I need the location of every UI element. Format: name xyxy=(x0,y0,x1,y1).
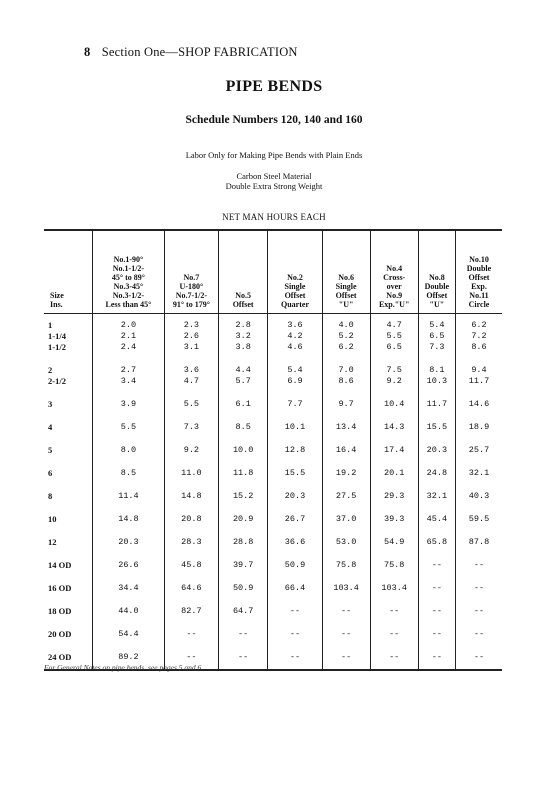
hours-cell: 53.0 xyxy=(322,537,370,560)
table-row xyxy=(44,514,502,537)
hours-cell: 7.3 xyxy=(418,342,455,365)
page-subtitle: Schedule Numbers 120, 140 and 160 xyxy=(185,114,363,126)
hours-cell: 28.3 xyxy=(164,537,218,560)
hours-cell: -- xyxy=(268,652,322,670)
labor-line: Labor Only for Making Pipe Bends with Plain Ends xyxy=(185,150,363,160)
hours-cell: 59.5 xyxy=(455,514,502,537)
hours-cell: -- xyxy=(322,629,370,652)
hours-cell: 8.0 xyxy=(92,445,164,468)
hours-cell: -- xyxy=(418,583,455,606)
hours-cell: 6.2 xyxy=(455,314,502,332)
hours-cell: 36.6 xyxy=(268,537,322,560)
column-header-line: No.9 xyxy=(386,291,403,300)
size-cell: 18 OD xyxy=(48,606,72,616)
hours-cell: 9.7 xyxy=(322,399,370,422)
hours-cell: 103.4 xyxy=(322,583,370,606)
column-header xyxy=(92,230,164,314)
size-cell: 2-1/2 xyxy=(48,376,66,386)
hours-cell: 8.6 xyxy=(455,342,502,365)
column-header-line: No.3-1/2- xyxy=(112,291,145,300)
column-header-line: No.11 xyxy=(469,291,489,300)
hours-cell: -- xyxy=(268,629,322,652)
size-cell: 10 xyxy=(48,514,57,524)
hours-cell: 103.4 xyxy=(370,583,418,606)
hours-cell: 2.6 xyxy=(164,331,218,342)
hours-cell: 3.6 xyxy=(164,365,218,376)
hours-cell: -- xyxy=(164,652,218,670)
column-header-line: Offset xyxy=(426,291,448,300)
hours-cell: 5.2 xyxy=(322,331,370,342)
hours-cell: 3.2 xyxy=(218,331,268,342)
hours-cell: 2.4 xyxy=(92,342,164,365)
column-header-line: No.7-1/2- xyxy=(175,291,208,300)
hours-cell: 40.3 xyxy=(455,491,502,514)
table-row xyxy=(44,314,502,332)
hours-cell: 12.8 xyxy=(268,445,322,468)
column-header xyxy=(418,230,455,314)
hours-cell: -- xyxy=(370,606,418,629)
hours-cell: 7.3 xyxy=(164,422,218,445)
hours-cell: 4.2 xyxy=(268,331,322,342)
size-cell: 24 OD xyxy=(44,652,92,670)
hours-cell: 4.6 xyxy=(268,342,322,365)
page-title: PIPE BENDS xyxy=(225,78,323,95)
hours-cell: 9.2 xyxy=(164,445,218,468)
hours-cell: -- xyxy=(322,652,370,670)
hours-cell: 39.3 xyxy=(370,514,418,537)
hours-cell: 20.1 xyxy=(370,468,418,491)
size-cell: 4 xyxy=(48,422,53,432)
hours-cell: 6.1 xyxy=(218,399,268,422)
hours-cell: 3.6 xyxy=(268,314,322,332)
hours-cell: 4.7 xyxy=(370,314,418,332)
size-cell: 3 xyxy=(48,399,53,409)
hours-cell: 5.5 xyxy=(370,331,418,342)
hours-cell: 75.8 xyxy=(322,560,370,583)
hours-cell: 32.1 xyxy=(418,491,455,514)
column-header-line: Less than 45° xyxy=(105,300,152,309)
column-header-line: Offset xyxy=(335,291,357,300)
column-header-line: Size xyxy=(50,291,64,300)
column-header-line: No.6 xyxy=(338,273,354,282)
hours-cell: 32.1 xyxy=(455,468,502,491)
hours-cell: -- xyxy=(455,583,502,606)
hours-cell: -- xyxy=(218,652,268,670)
material-line-1: Carbon Steel Material xyxy=(236,171,312,181)
footnote: For General Notes on pipe bends, see pages 5 and 6. xyxy=(44,663,204,672)
column-header xyxy=(218,230,268,314)
hours-cell: -- xyxy=(218,629,268,652)
hours-cell: 50.9 xyxy=(218,583,268,606)
hours-cell: 10.0 xyxy=(218,445,268,468)
hours-cell: 6.5 xyxy=(370,342,418,365)
hours-cell: 11.7 xyxy=(418,399,455,422)
hours-cell: 6.5 xyxy=(418,331,455,342)
hours-cell: 4.0 xyxy=(322,314,370,332)
column-header-line: Offset xyxy=(284,291,306,300)
material-line-2: Double Extra Strong Weight xyxy=(225,181,323,191)
hours-cell: 19.2 xyxy=(322,468,370,491)
table-row xyxy=(44,331,502,342)
size-cell: 12 xyxy=(48,537,57,547)
hours-cell: -- xyxy=(370,652,418,670)
hours-cell: 11.4 xyxy=(92,491,164,514)
table-row xyxy=(44,376,502,399)
hours-cell: 20.8 xyxy=(164,514,218,537)
hours-cell: 8.5 xyxy=(92,468,164,491)
hours-cell: 89.2 xyxy=(92,652,164,670)
hours-cell: -- xyxy=(455,560,502,583)
hours-cell: 82.7 xyxy=(164,606,218,629)
hours-cell: 66.4 xyxy=(268,583,322,606)
table-row xyxy=(44,342,502,365)
hours-cell: 28.8 xyxy=(218,537,268,560)
table-row xyxy=(44,537,502,560)
hours-cell: 11.7 xyxy=(455,376,502,399)
hours-cell: 5.7 xyxy=(218,376,268,399)
hours-cell: 3.4 xyxy=(92,376,164,399)
hours-cell: 87.8 xyxy=(455,537,502,560)
hours-cell: 26.6 xyxy=(92,560,164,583)
table-row xyxy=(44,583,502,606)
hours-cell: 3.1 xyxy=(164,342,218,365)
table-row xyxy=(44,422,502,445)
hours-cell: -- xyxy=(268,606,322,629)
hours-cell: 34.4 xyxy=(92,583,164,606)
table-row xyxy=(44,468,502,491)
hours-cell: -- xyxy=(418,560,455,583)
hours-cell: 11.8 xyxy=(218,468,268,491)
hours-cell: 4.4 xyxy=(218,365,268,376)
hours-cell: 4.7 xyxy=(164,376,218,399)
column-header xyxy=(370,230,418,314)
hours-cell: 20.9 xyxy=(218,514,268,537)
size-cell: 14 OD xyxy=(48,560,72,570)
hours-cell: 29.3 xyxy=(370,491,418,514)
column-header xyxy=(455,230,502,314)
hours-cell: 14.3 xyxy=(370,422,418,445)
table-row xyxy=(44,606,502,629)
hours-cell: 6.9 xyxy=(268,376,322,399)
hours-cell: 2.3 xyxy=(164,314,218,332)
hours-cell: 11.0 xyxy=(164,468,218,491)
hours-cell: 5.5 xyxy=(92,422,164,445)
column-header-line: No.4 xyxy=(386,264,403,273)
hours-cell: 64.6 xyxy=(164,583,218,606)
hours-cell: 24.8 xyxy=(418,468,455,491)
hours-cell: 6.2 xyxy=(322,342,370,365)
hours-cell: 9.4 xyxy=(455,365,502,376)
hours-cell: 27.5 xyxy=(322,491,370,514)
column-header-line: Quarter xyxy=(281,300,309,309)
section-title: Section One—SHOP FABRICATION xyxy=(101,45,298,59)
hours-cell: 5.4 xyxy=(268,365,322,376)
table-row xyxy=(44,629,502,652)
size-cell: 1-1/4 xyxy=(48,331,66,341)
hours-cell: 54.9 xyxy=(370,537,418,560)
hours-cell: 17.4 xyxy=(370,445,418,468)
hours-cell: 2.1 xyxy=(92,331,164,342)
hours-cell: -- xyxy=(370,629,418,652)
hours-cell: -- xyxy=(164,629,218,652)
column-header-line: Exp. xyxy=(471,282,487,291)
column-header-line: No.8 xyxy=(428,273,445,282)
column-header-line: Ins. xyxy=(50,300,63,309)
column-header-line: Single xyxy=(284,282,306,291)
hours-cell: 10.3 xyxy=(418,376,455,399)
hours-cell: 15.5 xyxy=(268,468,322,491)
hours-cell: 3.9 xyxy=(92,399,164,422)
hours-cell: 7.0 xyxy=(322,365,370,376)
hours-cell: 15.2 xyxy=(218,491,268,514)
hours-cell: 9.2 xyxy=(370,376,418,399)
hours-cell: 10.1 xyxy=(268,422,322,445)
column-header xyxy=(44,230,92,314)
column-header xyxy=(164,230,218,314)
hours-cell: 5.5 xyxy=(164,399,218,422)
column-header-line: Offset xyxy=(232,300,254,309)
hours-cell: -- xyxy=(455,652,502,670)
hours-cell: 14.8 xyxy=(164,491,218,514)
column-header-line: "U" xyxy=(429,300,445,309)
column-header-line: U-180° xyxy=(179,282,204,291)
column-header-line: Exp."U" xyxy=(378,300,410,309)
hours-cell: 3.8 xyxy=(218,342,268,365)
table-row xyxy=(44,445,502,468)
hours-cell: 8.5 xyxy=(218,422,268,445)
column-header-line: 91° to 179° xyxy=(172,300,210,309)
size-cell: 6 xyxy=(48,468,53,478)
hours-cell: -- xyxy=(418,629,455,652)
column-header-line: No.2 xyxy=(287,273,303,282)
hours-cell: 7.7 xyxy=(268,399,322,422)
hours-cell: 13.4 xyxy=(322,422,370,445)
pipe-bends-table xyxy=(44,229,502,671)
column-header-line: 45° to 89° xyxy=(111,273,145,282)
size-cell: 8 xyxy=(48,491,53,501)
table-row xyxy=(44,399,502,422)
column-header-line: Circle xyxy=(468,300,490,309)
size-cell: 5 xyxy=(48,445,53,455)
table-header-row xyxy=(44,230,502,314)
hours-cell: 39.7 xyxy=(218,560,268,583)
hours-cell: 2.0 xyxy=(92,314,164,332)
column-header-line: No.5 xyxy=(235,291,252,300)
hours-cell: 65.8 xyxy=(418,537,455,560)
table-row xyxy=(44,491,502,514)
hours-cell: 20.3 xyxy=(92,537,164,560)
table-caption: NET MAN HOURS EACH xyxy=(222,212,326,222)
column-header-line: over xyxy=(386,282,402,291)
hours-cell: 16.4 xyxy=(322,445,370,468)
hours-cell: 7.5 xyxy=(370,365,418,376)
hours-cell: 50.9 xyxy=(268,560,322,583)
hours-cell: -- xyxy=(322,606,370,629)
size-cell: 2 xyxy=(48,365,53,375)
column-header xyxy=(322,230,370,314)
hours-cell: 14.8 xyxy=(92,514,164,537)
hours-cell: 26.7 xyxy=(268,514,322,537)
column-header-line: "U" xyxy=(338,300,354,309)
column-header-line: Double xyxy=(424,282,450,291)
hours-cell: -- xyxy=(455,606,502,629)
page-header xyxy=(84,45,298,60)
column-header xyxy=(268,230,322,314)
table-row xyxy=(44,560,502,583)
size-cell: 16 OD xyxy=(48,583,72,593)
hours-cell: 44.0 xyxy=(92,606,164,629)
column-header-line: Cross- xyxy=(383,273,406,282)
size-cell: 20 OD xyxy=(48,629,72,639)
hours-cell: 45.4 xyxy=(418,514,455,537)
hours-cell: 64.7 xyxy=(218,606,268,629)
hours-cell: 8.1 xyxy=(418,365,455,376)
hours-cell: -- xyxy=(418,652,455,670)
page-number: 8 xyxy=(84,45,91,59)
hours-cell: 75.8 xyxy=(370,560,418,583)
table-row xyxy=(44,365,502,376)
hours-cell: 14.6 xyxy=(455,399,502,422)
hours-cell: -- xyxy=(418,606,455,629)
column-header-line: No.10 xyxy=(469,255,489,264)
hours-cell: 15.5 xyxy=(418,422,455,445)
size-cell: 1-1/2 xyxy=(48,342,66,352)
hours-cell: 2.8 xyxy=(218,314,268,332)
column-header-line: No.3-45° xyxy=(113,282,144,291)
hours-cell: 20.3 xyxy=(418,445,455,468)
hours-cell: 2.7 xyxy=(92,365,164,376)
column-header-line: Offset xyxy=(468,273,490,282)
column-header-line: No.7 xyxy=(183,273,200,282)
hours-cell: 20.3 xyxy=(268,491,322,514)
size-cell: 1 xyxy=(48,320,53,330)
column-header-line: Single xyxy=(335,282,357,291)
column-header-line: No.1-90° xyxy=(113,255,144,264)
hours-cell: 54.4 xyxy=(92,629,164,652)
hours-cell: 10.4 xyxy=(370,399,418,422)
hours-cell: 25.7 xyxy=(455,445,502,468)
column-header-line: Double xyxy=(466,264,492,273)
hours-cell: 37.0 xyxy=(322,514,370,537)
hours-cell: 8.6 xyxy=(322,376,370,399)
column-header-line: No.1-1/2- xyxy=(112,264,145,273)
hours-cell: -- xyxy=(455,629,502,652)
hours-cell: 7.2 xyxy=(455,331,502,342)
hours-cell: 45.8 xyxy=(164,560,218,583)
hours-cell: 18.9 xyxy=(455,422,502,445)
hours-cell: 5.4 xyxy=(418,314,455,332)
